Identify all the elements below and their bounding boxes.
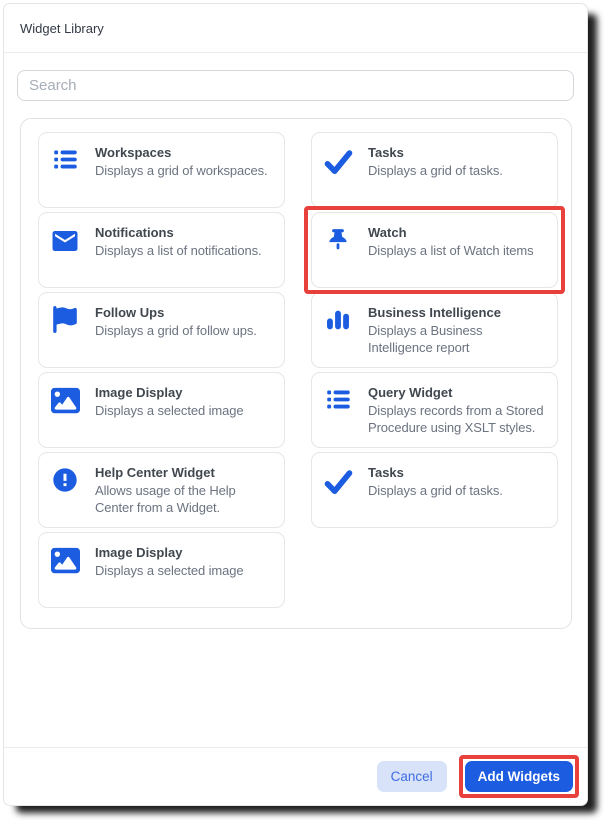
alert-circle-icon xyxy=(49,465,81,517)
widget-card[interactable] xyxy=(311,132,558,208)
widget-card-text xyxy=(368,465,503,517)
widget-title: Help Center Widget xyxy=(95,465,215,480)
widget-title: Follow Ups xyxy=(95,305,165,320)
widget-grid-left-column xyxy=(38,132,285,615)
widget-description: Displays a Business Intelligence report xyxy=(368,323,483,356)
modal-title: Widget Library xyxy=(20,20,104,36)
widget-description: Allows usage of the Help Center from a Widget. xyxy=(95,483,236,516)
widget-title: Workspaces xyxy=(95,145,172,160)
widget-title: Query Widget xyxy=(368,385,453,400)
widget-card[interactable] xyxy=(38,372,285,448)
widget-title: Image Display xyxy=(95,385,183,400)
widget-description: Displays a list of notifications. xyxy=(95,243,262,259)
image-icon xyxy=(49,385,81,437)
widget-description: Displays a list of Watch items xyxy=(368,243,534,259)
widget-grid xyxy=(20,118,572,629)
pushpin-icon xyxy=(322,225,354,277)
check-icon xyxy=(322,145,354,197)
widget-card-text xyxy=(95,385,244,437)
add-widgets-button[interactable]: Add Widgets xyxy=(465,761,573,792)
widget-card-text xyxy=(95,305,257,357)
widget-card[interactable] xyxy=(38,292,285,368)
widget-description: Displays records from a Stored Procedure using XSLT styles. xyxy=(368,403,544,436)
widget-card[interactable] xyxy=(311,292,558,368)
widget-card-text xyxy=(95,465,274,517)
widget-description: Displays a grid of tasks. xyxy=(368,483,503,499)
widget-title: Tasks xyxy=(368,465,404,480)
widget-title: Watch xyxy=(368,225,407,240)
bar-chart-icon xyxy=(322,305,354,357)
widget-card[interactable] xyxy=(38,132,285,208)
widget-card[interactable] xyxy=(38,532,285,608)
modal-footer xyxy=(4,747,587,805)
widget-library-modal xyxy=(3,3,588,806)
add-widgets-wrapper xyxy=(465,761,573,792)
widget-title: Business Intelligence xyxy=(368,305,501,320)
widget-title: Tasks xyxy=(368,145,404,160)
widget-description: Displays a selected image xyxy=(95,563,244,579)
widget-card[interactable] xyxy=(311,452,558,528)
widget-card-text xyxy=(95,225,262,277)
widget-card-text xyxy=(368,385,547,437)
widget-card-text xyxy=(368,225,534,277)
widget-card[interactable] xyxy=(311,372,558,448)
modal-header xyxy=(4,4,587,53)
list-icon xyxy=(322,385,354,437)
widget-description: Displays a grid of follow ups. xyxy=(95,323,257,339)
widget-title: Image Display xyxy=(95,545,183,560)
widget-card[interactable] xyxy=(311,212,558,288)
image-icon xyxy=(49,545,81,597)
widget-card[interactable] xyxy=(38,452,285,528)
list-icon xyxy=(49,145,81,197)
widget-description: Displays a selected image xyxy=(95,403,244,419)
flag-icon xyxy=(49,305,81,357)
widget-description: Displays a grid of tasks. xyxy=(368,163,503,179)
widget-grid-right-column xyxy=(311,132,558,615)
widget-card-text xyxy=(368,305,547,357)
cancel-button[interactable]: Cancel xyxy=(377,761,447,792)
search-input[interactable] xyxy=(17,70,574,101)
widget-card[interactable] xyxy=(38,212,285,288)
widget-title: Notifications xyxy=(95,225,174,240)
widget-card-text xyxy=(95,145,268,197)
widget-card-text xyxy=(368,145,503,197)
check-icon xyxy=(322,465,354,517)
widget-description: Displays a grid of workspaces. xyxy=(95,163,268,179)
widget-card-text xyxy=(95,545,244,597)
envelope-icon xyxy=(49,225,81,277)
